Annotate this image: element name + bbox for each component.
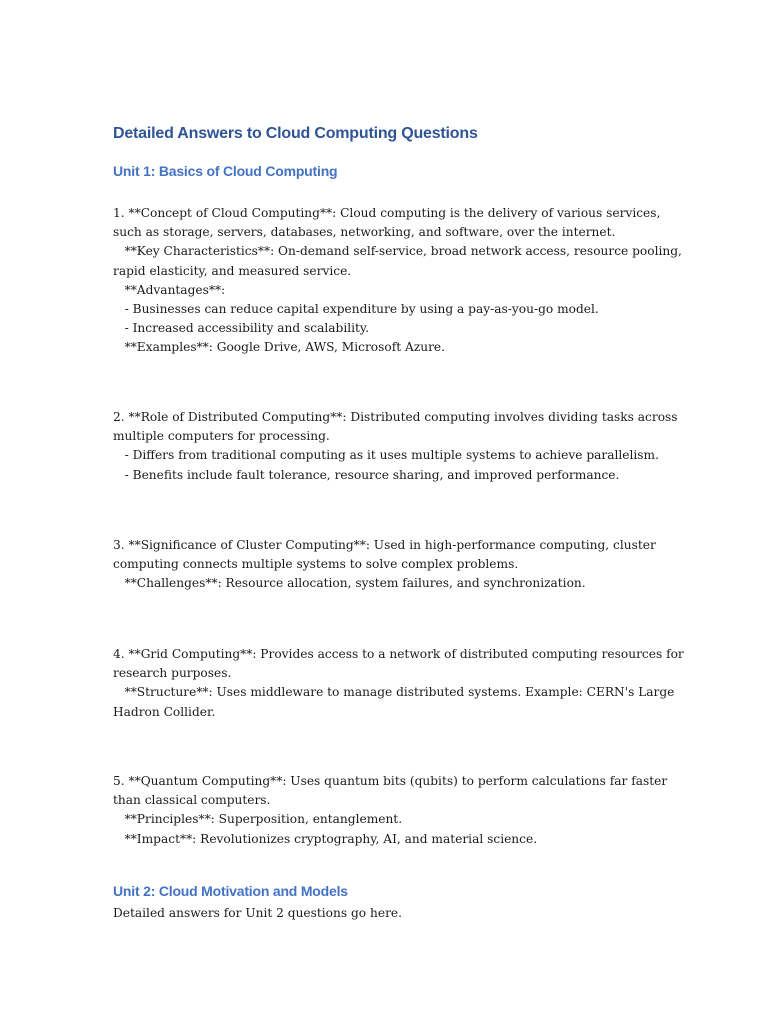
document-title: Detailed Answers to Cloud Computing Questions [113, 125, 478, 142]
answer-line: multiple computers for processing. [113, 429, 330, 444]
unit-2-body-text: Detailed answers for Unit 2 questions go here. [113, 906, 402, 920]
answer-line: 4. **Grid Computing**: Provides access to a network of distributed computing resources for [113, 647, 684, 661]
answer-line: **Impact**: Revolutionizes cryptography, AI, and material science. [113, 831, 538, 846]
answer-item-3 [113, 536, 658, 594]
answer-line: **Challenges**: Resource allocation, system failures, and synchronization. [113, 576, 586, 591]
answer-line: **Key Characteristics**: On-demand self-service, broad network access, resource pooling, [113, 244, 682, 259]
answer-line: - Differs from traditional computing as it uses multiple systems to achieve parallelism. [113, 448, 659, 463]
answer-line: rapid elasticity, and measured service. [113, 263, 352, 278]
answer-line: **Structure**: Uses middleware to manage distributed systems. Example: CERN's Large [113, 685, 675, 700]
answer-line: such as storage, servers, databases, networking, and software, over the internet. [113, 225, 616, 240]
answer-line: **Principles**: Superposition, entanglement. [113, 812, 403, 827]
answer-item-5 [113, 772, 668, 849]
unit-2-heading: Unit 2: Cloud Motivation and Models [113, 883, 348, 899]
answer-line: 5. **Quantum Computing**: Uses quantum bits (qubits) to perform calculations far faster [113, 774, 668, 788]
answer-line: **Examples**: Google Drive, AWS, Microsoft Azure. [113, 340, 445, 355]
answer-line: **Advantages**: [113, 282, 226, 297]
answer-line: - Increased accessibility and scalability. [113, 321, 370, 336]
answer-item-4 [113, 645, 684, 722]
unit-2-body [113, 904, 658, 923]
answer-item-1 [113, 204, 682, 358]
answer-item-2 [113, 408, 678, 485]
answer-line: - Businesses can reduce capital expenditure by using a pay-as-you-go model. [113, 302, 599, 317]
answer-line: computing connects multiple systems to solve complex problems. [113, 557, 519, 572]
answer-line: Hadron Collider. [113, 704, 216, 719]
unit-1-heading: Unit 1: Basics of Cloud Computing [113, 163, 338, 179]
answer-line: 3. **Significance of Cluster Computing**: Used in high-performance computing, cluster [113, 538, 656, 552]
answer-line: - Benefits include fault tolerance, resource sharing, and improved performance. [113, 467, 620, 482]
answer-line: research purposes. [113, 666, 232, 681]
answer-line: 1. **Concept of Cloud Computing**: Cloud computing is the delivery of various services, [113, 206, 661, 220]
answer-line: 2. **Role of Distributed Computing**: Distributed computing involves dividing tasks across [113, 410, 678, 424]
answer-line: than classical computers. [113, 793, 271, 808]
